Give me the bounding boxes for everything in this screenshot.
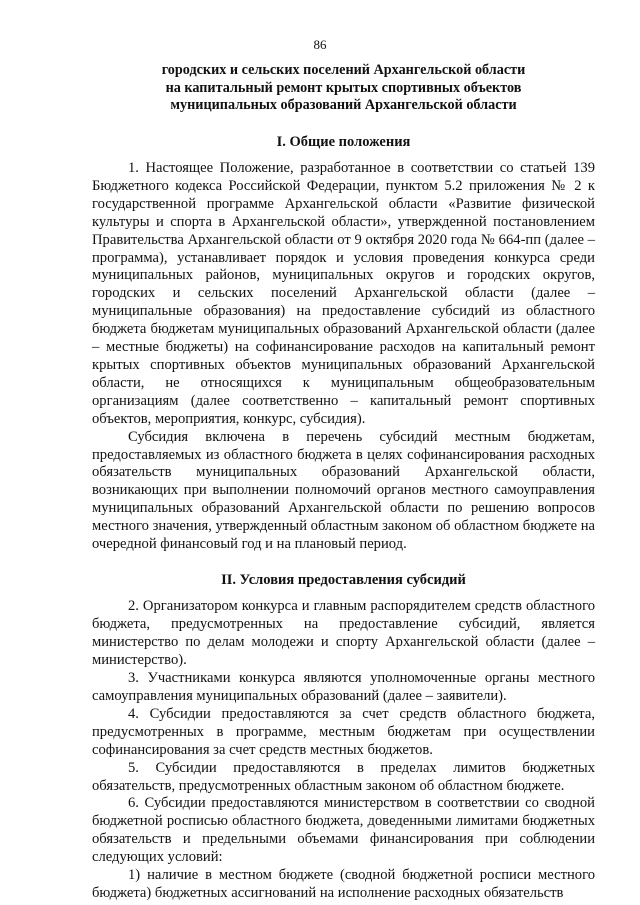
heading-line: городских и сельских поселений Архангельской области [161,62,526,78]
document-heading [92,62,595,115]
paragraph: 5. Субсидии предоставляются в пределах лимитов бюджетных обязательств, предусмотренных областным законом об областном бюджете. [92,759,595,794]
page-content [92,62,595,903]
heading-line: муниципальных образований Архангельской области [170,97,517,113]
paragraph: 4. Субсидии предоставляются за счет средств областного бюджета, предусмотренных в программе, местным бюджетам при осуществлении софинансирования за счет средств местных бюджетов. [92,705,595,758]
section-title-conditions: II. Условия предоставления субсидий [221,571,466,588]
section-title-general: I. Общие положения [276,133,411,150]
paragraph: 1) наличие в местном бюджете (сводной бюджетной росписи местного бюджета) бюджетных ассигнований на исполнение расходных обязательств [92,867,595,901]
paragraph: Субсидия включена в перечень субсидий местным бюджетам, предоставляемых из областного бюджета в целях софинансирования расходных обязательств муниципальных образований Архангельской области, возникающих при выполнении полномочий органов местного самоуправления муниципальных образований Архангельской области по решению вопросов местного значения, утвержденный областным законом об областном бюджете на очередной финансовый год и на плановый период. [92,428,595,553]
paragraph: 1. Настоящее Положение, разработанное в соответствии со статьей 139 Бюджетного кодекса Российской Федерации, пунктом 5.2 приложения № 2 к государственной программе Архангельской области «Развитие физической культуры и спорта в Архангельской области», утвержденной постановлением Правительства Архангельской области от 9 октября 2020 года № 664-пп (далее – программа), устанавливает порядок и условия проведения конкурса среди муниципальных районов, муниципальных округов и городских округов, городских и сельских поселений Архангельской области (далее – муниципальные образования) на предоставление субсидий из областного бюджета бюджетам муниципальных образований Архангельской области (далее – местные бюджеты) на софинансирование расходов на капитальный ремонт крытых спортивных объектов муниципальных образований Архангельской области, не относящихся к муниципальным общеобразовательным организациям (далее соответственно – капитальный ремонт спортивных объектов, мероприятия, конкурс, субсидия). [92,160,595,427]
heading-line: на капитальный ремонт крытых спортивных объектов [165,79,522,96]
page-number: 86 [313,37,327,52]
paragraph: 3. Участниками конкурса являются уполномоченные органы местного самоуправления муниципальных образований (далее – заявители). [92,670,595,704]
paragraph: 6. Субсидии предоставляются министерством в соответствии со сводной бюджетной росписью областного бюджета, доведенными лимитами бюджетных обязательств и предельными объемами финансирования при соблюдении следующих условий: [92,795,595,866]
paragraph: 2. Организатором конкурса и главным распорядителем средств областного бюджета, предусмотренных на предоставление субсидий, является министерство по делам молодежи и спорту Архангельской области (далее – министерство). [92,598,595,669]
